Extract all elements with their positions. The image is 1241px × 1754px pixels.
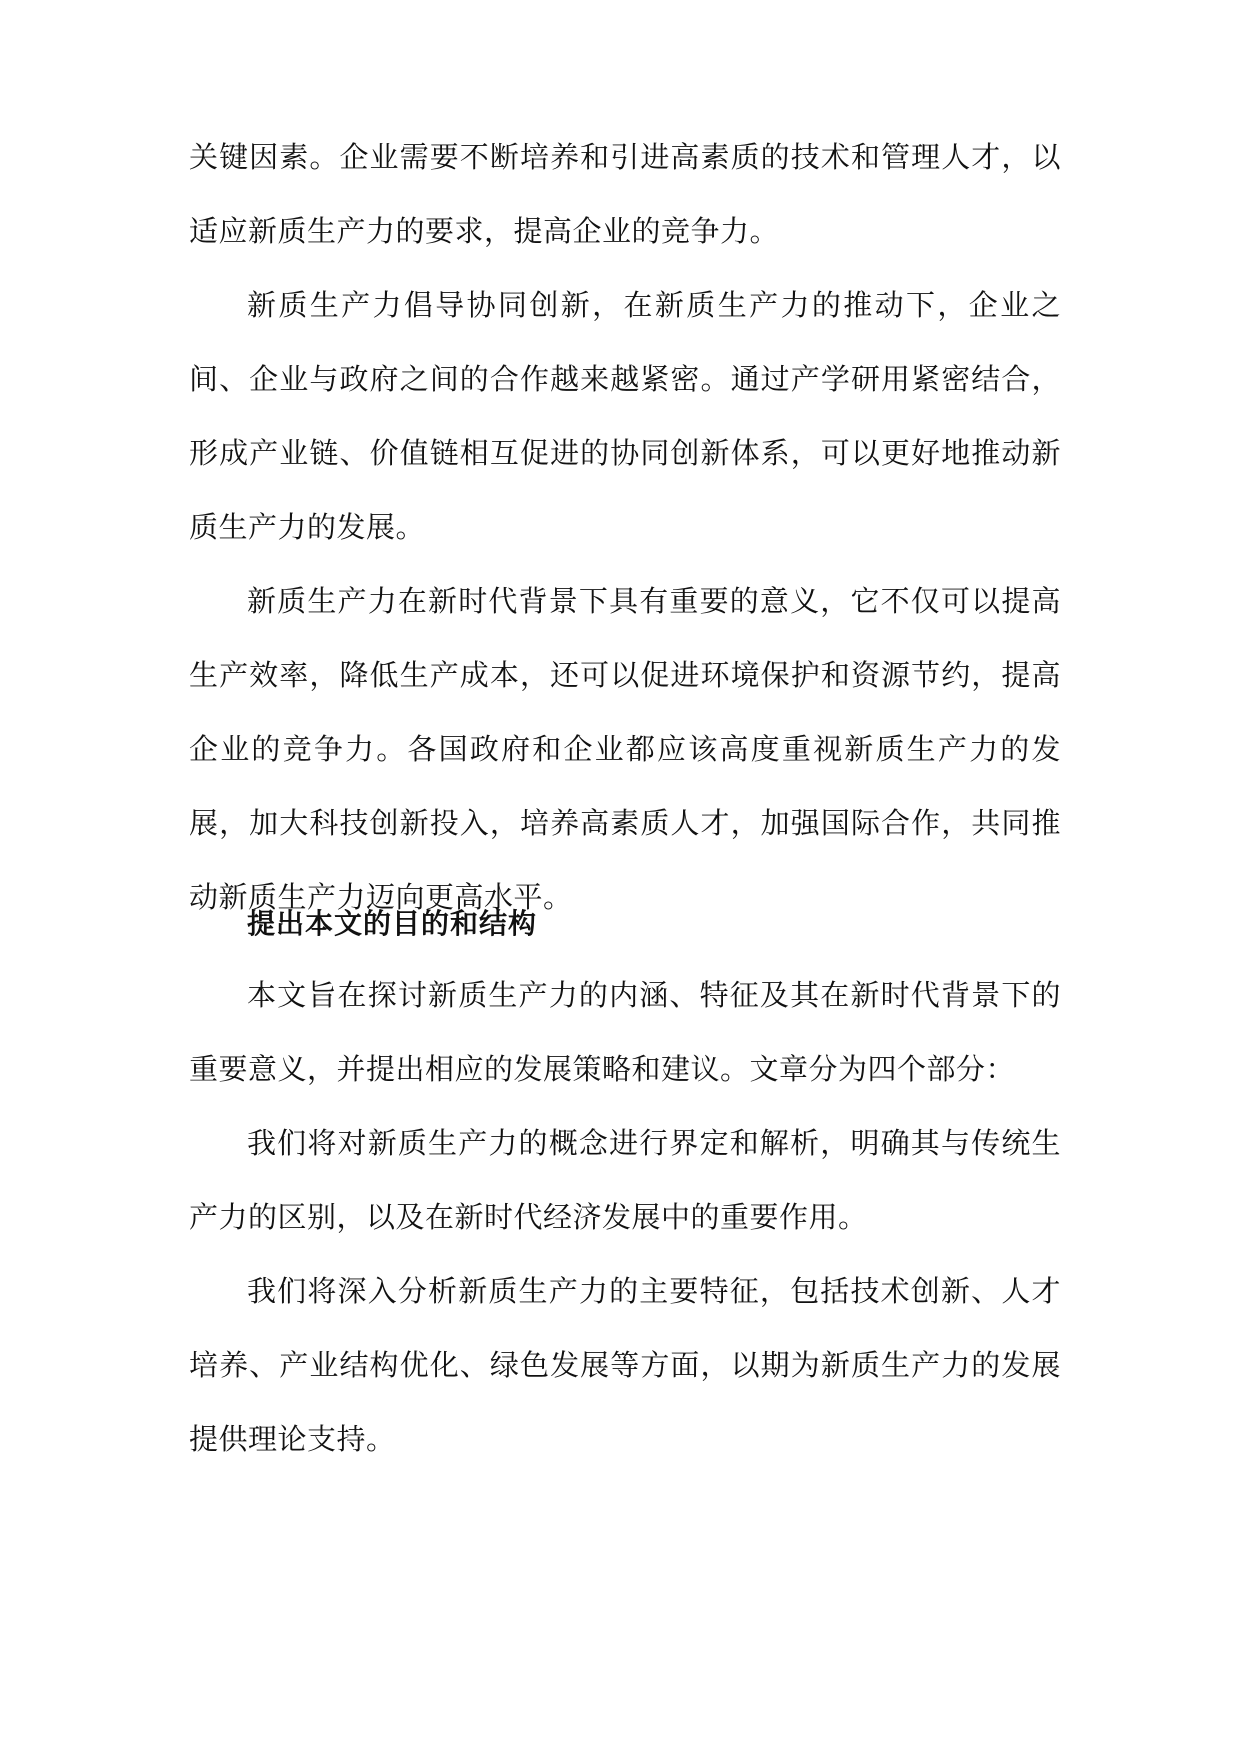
paragraph-concept: 我们将对新质生产力的概念进行界定和解析，明确其与传统生产力的区别，以及在新时代经济发展中的重要作用。	[189, 1126, 1061, 1234]
section-heading: 提出本文的目的和结构	[247, 907, 538, 940]
paragraph-purpose: 本文旨在探讨新质生产力的内涵、特征及其在新时代背景下的重要意义，并提出相应的发展策略和建议。文章分为四个部分：	[189, 978, 1061, 1086]
paragraph-features: 我们将深入分析新质生产力的主要特征，包括技术创新、人才培养、产业结构优化、绿色发展等方面，以期为新质生产力的发展提供理论支持。	[189, 1274, 1061, 1456]
paragraph-continuation: 关键因素。企业需要不断培养和引进高素质的技术和管理人才，以适应新质生产力的要求，提高企业的竞争力。	[189, 140, 1061, 248]
body-section-2	[189, 958, 1061, 1476]
paragraph-significance: 新质生产力在新时代背景下具有重要的意义，它不仅可以提高生产效率，降低生产成本，还可以促进环境保护和资源节约，提高企业的竞争力。各国政府和企业都应该高度重视新质生产力的发展，加大科技创新投入，培养高素质人才，加强国际合作，共同推动新质生产力迈向更高水平。	[189, 584, 1061, 914]
paragraph-collaborative-innovation: 新质生产力倡导协同创新，在新质生产力的推动下，企业之间、企业与政府之间的合作越来越紧密。通过产学研用紧密结合，形成产业链、价值链相互促进的协同创新体系，可以更好地推动新质生产力的发展。	[189, 288, 1061, 544]
body-section-1	[189, 120, 1061, 934]
